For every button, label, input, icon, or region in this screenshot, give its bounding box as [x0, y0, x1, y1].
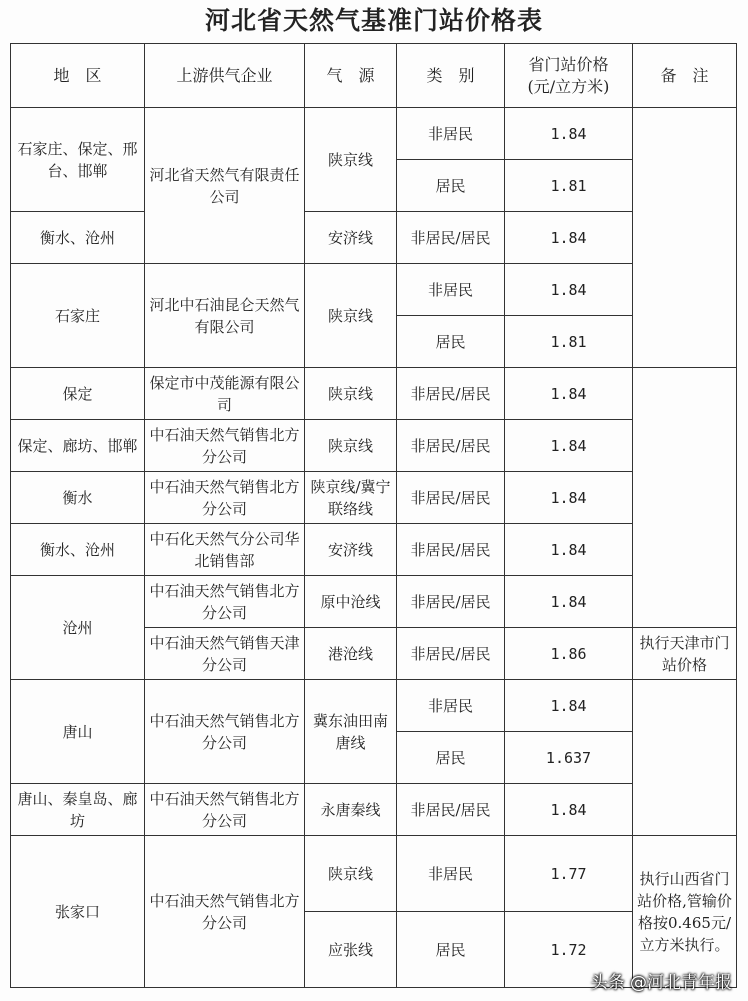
- header-region: 地 区: [11, 44, 145, 108]
- table-row: [11, 108, 737, 160]
- category-cell: 非居民: [397, 680, 505, 732]
- region-cell: 保定、廊坊、邯郸: [11, 420, 145, 472]
- source-cell: 安济线: [305, 524, 397, 576]
- price-cell: 1.81: [505, 160, 633, 212]
- header-price-line1: 省门站价格: [528, 54, 609, 74]
- price-cell: 1.84: [505, 212, 633, 264]
- supplier-cell: 河北省天然气有限责任公司: [145, 108, 305, 264]
- category-cell: 非居民/居民: [397, 784, 505, 836]
- table-row: [11, 368, 737, 420]
- price-cell: 1.84: [505, 264, 633, 316]
- header-source: 气 源: [305, 44, 397, 108]
- price-cell: 1.84: [505, 784, 633, 836]
- supplier-cell: 河北中石油昆仑天然气有限公司: [145, 264, 305, 368]
- table-row: [11, 472, 737, 524]
- region-cell: 沧州: [11, 576, 145, 680]
- source-cell: 陕京线: [305, 368, 397, 420]
- table-row: [11, 212, 737, 264]
- remark-cell: [633, 680, 737, 836]
- supplier-cell: 中石油天然气销售北方分公司: [145, 784, 305, 836]
- header-price: [505, 44, 633, 108]
- table-row: [11, 784, 737, 836]
- category-cell: 非居民/居民: [397, 524, 505, 576]
- region-cell: 衡水、沧州: [11, 212, 145, 264]
- supplier-cell: 中石油天然气销售北方分公司: [145, 836, 305, 988]
- remark-cell: 执行山西省门站价格,管输价格按0.465元/立方米执行。: [633, 836, 737, 988]
- category-cell: 非居民/居民: [397, 576, 505, 628]
- supplier-cell: 中石油天然气销售北方分公司: [145, 680, 305, 784]
- price-cell: 1.81: [505, 316, 633, 368]
- source-cell: 陕京线: [305, 420, 397, 472]
- category-cell: 非居民/居民: [397, 472, 505, 524]
- price-cell: 1.84: [505, 420, 633, 472]
- remark-cell: [633, 108, 737, 368]
- price-cell: 1.84: [505, 368, 633, 420]
- supplier-cell: 中石油天然气销售北方分公司: [145, 576, 305, 628]
- region-cell: 保定: [11, 368, 145, 420]
- remark-cell: 执行天津市门站价格: [633, 628, 737, 680]
- price-cell: 1.77: [505, 836, 633, 912]
- region-cell: 石家庄、保定、邢台、邯郸: [11, 108, 145, 212]
- price-cell: 1.84: [505, 576, 633, 628]
- header-remark: 备 注: [633, 44, 737, 108]
- category-cell: 居民: [397, 316, 505, 368]
- table-row: [11, 836, 737, 912]
- category-cell: 非居民: [397, 108, 505, 160]
- watermark: 头条 @河北青年报: [590, 973, 732, 993]
- category-cell: 非居民/居民: [397, 368, 505, 420]
- category-cell: 非居民/居民: [397, 212, 505, 264]
- source-cell: 应张线: [305, 912, 397, 988]
- region-cell: 石家庄: [11, 264, 145, 368]
- table-row: [11, 576, 737, 628]
- source-cell: 陕京线: [305, 836, 397, 912]
- header-category: 类 别: [397, 44, 505, 108]
- category-cell: 居民: [397, 160, 505, 212]
- table-row: [11, 680, 737, 732]
- source-cell: 陕京线: [305, 108, 397, 212]
- region-cell: 唐山、秦皇岛、廊坊: [11, 784, 145, 836]
- source-cell: 永唐秦线: [305, 784, 397, 836]
- price-cell: 1.84: [505, 472, 633, 524]
- source-cell: 冀东油田南唐线: [305, 680, 397, 784]
- category-cell: 非居民/居民: [397, 420, 505, 472]
- supplier-cell: 中石油天然气销售北方分公司: [145, 420, 305, 472]
- category-cell: 非居民: [397, 264, 505, 316]
- source-cell: 原中沧线: [305, 576, 397, 628]
- price-cell: 1.86: [505, 628, 633, 680]
- source-cell: 港沧线: [305, 628, 397, 680]
- price-cell: 1.84: [505, 108, 633, 160]
- price-table: [10, 43, 737, 988]
- source-cell: 陕京线/冀宁联络线: [305, 472, 397, 524]
- region-cell: 衡水: [11, 472, 145, 524]
- supplier-cell: 中石化天然气分公司华北销售部: [145, 524, 305, 576]
- region-cell: 衡水、沧州: [11, 524, 145, 576]
- category-cell: 非居民/居民: [397, 628, 505, 680]
- table-row: [11, 524, 737, 576]
- price-cell: 1.72: [505, 912, 633, 988]
- table-row: [11, 264, 737, 316]
- category-cell: 居民: [397, 732, 505, 784]
- category-cell: 非居民: [397, 836, 505, 912]
- supplier-cell: 中石油天然气销售北方分公司: [145, 472, 305, 524]
- category-cell: 居民: [397, 912, 505, 988]
- header-price-line2: (元/立方米): [527, 76, 610, 96]
- remark-cell: [633, 368, 737, 628]
- region-cell: 唐山: [11, 680, 145, 784]
- price-cell: 1.84: [505, 524, 633, 576]
- table-row: [11, 420, 737, 472]
- source-cell: 陕京线: [305, 264, 397, 368]
- price-cell: 1.84: [505, 680, 633, 732]
- supplier-cell: 保定市中茂能源有限公司: [145, 368, 305, 420]
- source-cell: 安济线: [305, 212, 397, 264]
- price-cell: 1.637: [505, 732, 633, 784]
- supplier-cell: 中石油天然气销售天津分公司: [145, 628, 305, 680]
- header-row: [11, 44, 737, 108]
- page-title: 河北省天然气基准门站价格表: [204, 6, 543, 35]
- header-supplier: 上游供气企业: [145, 44, 305, 108]
- region-cell: 张家口: [11, 836, 145, 988]
